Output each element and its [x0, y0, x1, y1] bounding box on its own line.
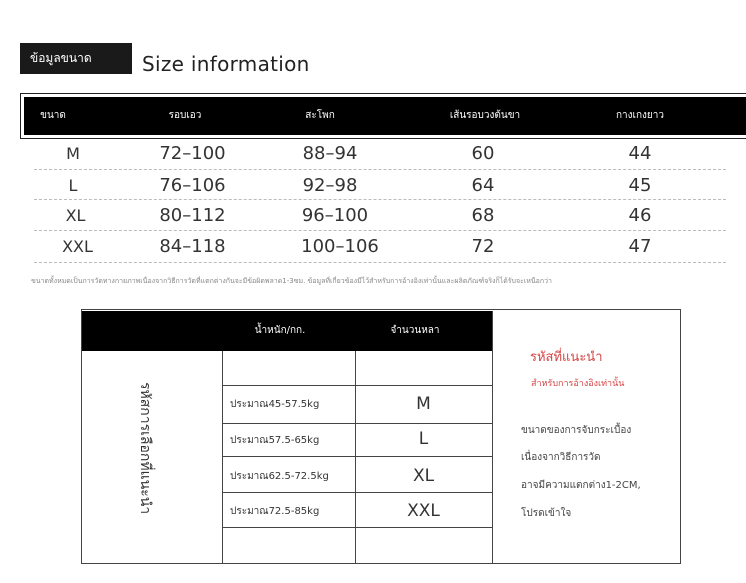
- thigh-cell: 60: [471, 143, 495, 164]
- size-code-cell: XXL: [407, 501, 440, 521]
- table-row: [0, 232, 746, 262]
- row-divider: [34, 262, 726, 263]
- grid-line: [222, 423, 492, 424]
- recommend-note-line: อาจมีความแตกต่าง1-2CM,: [521, 480, 641, 491]
- col-size-code: จำนวนหลา: [390, 325, 440, 336]
- row-divider: [34, 230, 726, 231]
- length-cell: 45: [628, 175, 652, 196]
- length-cell: 47: [628, 236, 652, 257]
- grid-line: [222, 456, 492, 457]
- col-thigh: เส้นรอบวงต้นขา: [449, 110, 521, 121]
- side-label-text: รหัสการเลือกที่แนะนำ: [137, 382, 153, 515]
- waist-cell: 84–118: [159, 236, 226, 257]
- size-cell: XXL: [62, 237, 93, 256]
- thigh-cell: 72: [471, 236, 495, 257]
- row-divider: [34, 199, 726, 200]
- waist-cell: 76–106: [159, 175, 226, 196]
- section-tag: ข้อมูลขนาด: [20, 43, 132, 74]
- table-row: [0, 139, 746, 169]
- table-row: [0, 171, 746, 201]
- thigh-cell: 64: [471, 175, 495, 196]
- recommend-note-line: ขนาดของการจับกระเบื้อง: [521, 425, 632, 436]
- hip-cell: 92–98: [302, 175, 358, 196]
- size-code-cell: L: [418, 429, 429, 449]
- table-row: [0, 201, 746, 231]
- weight-cell: ประมาณ57.5-65kg: [230, 435, 320, 446]
- weight-cell: ประมาณ45-57.5kg: [230, 399, 320, 410]
- grid-line: [222, 385, 492, 386]
- row-divider: [34, 169, 726, 170]
- section-title: Size information: [142, 52, 310, 76]
- recommend-note-line: โปรดเข้าใจ: [521, 508, 572, 519]
- recommend-title: รหัสที่แนะนำ: [530, 350, 603, 365]
- col-hip: สะโพก: [305, 110, 335, 121]
- weight-cell: ประมาณ62.5-72.5kg: [230, 471, 329, 482]
- size-cell: M: [66, 144, 80, 163]
- grid-line: [222, 492, 492, 493]
- length-cell: 44: [628, 143, 652, 164]
- grid-line: [492, 311, 493, 563]
- col-size: ขนาด: [40, 110, 66, 121]
- measurement-note: ขนาดทั้งหมดเป็นการวัดทางกายภาพเนื่องจากวิธีการวัดที่แตกต่างกันจะมีข้อผิดพลาด1-3ซม. ข้อมูลที่เกี่ยวข้องมีไว้สำหรับการอ้างอิงเท่านั้นและผลิตภัณฑ์จริงก็ได้รับจะเหนือกว่า: [31, 277, 552, 285]
- recommend-side-label: [132, 382, 162, 515]
- size-cell: XL: [65, 206, 86, 225]
- recommend-note-line: เนื่องจากวิธีการวัด: [521, 452, 601, 463]
- col-weight: น้ำหนัก/กก.: [254, 325, 306, 336]
- hip-cell: 100–106: [301, 236, 379, 257]
- grid-line: [222, 351, 223, 563]
- size-cell: L: [68, 176, 78, 195]
- grid-line: [355, 351, 356, 563]
- waist-cell: 80–112: [159, 205, 226, 226]
- col-waist: รอบเอว: [168, 110, 202, 121]
- weight-cell: ประมาณ72.5-85kg: [230, 506, 320, 517]
- recommend-subtitle: สำหรับการอ้างอิงเท่านั้น: [531, 379, 625, 389]
- size-code-cell: M: [416, 394, 431, 414]
- col-length: กางเกงยาว: [616, 110, 664, 121]
- length-cell: 46: [628, 205, 652, 226]
- hip-cell: 96–100: [301, 205, 369, 226]
- waist-cell: 72–100: [159, 143, 226, 164]
- grid-line: [222, 527, 492, 528]
- thigh-cell: 68: [471, 205, 495, 226]
- size-code-cell: XL: [412, 466, 435, 486]
- hip-cell: 88–94: [302, 143, 358, 164]
